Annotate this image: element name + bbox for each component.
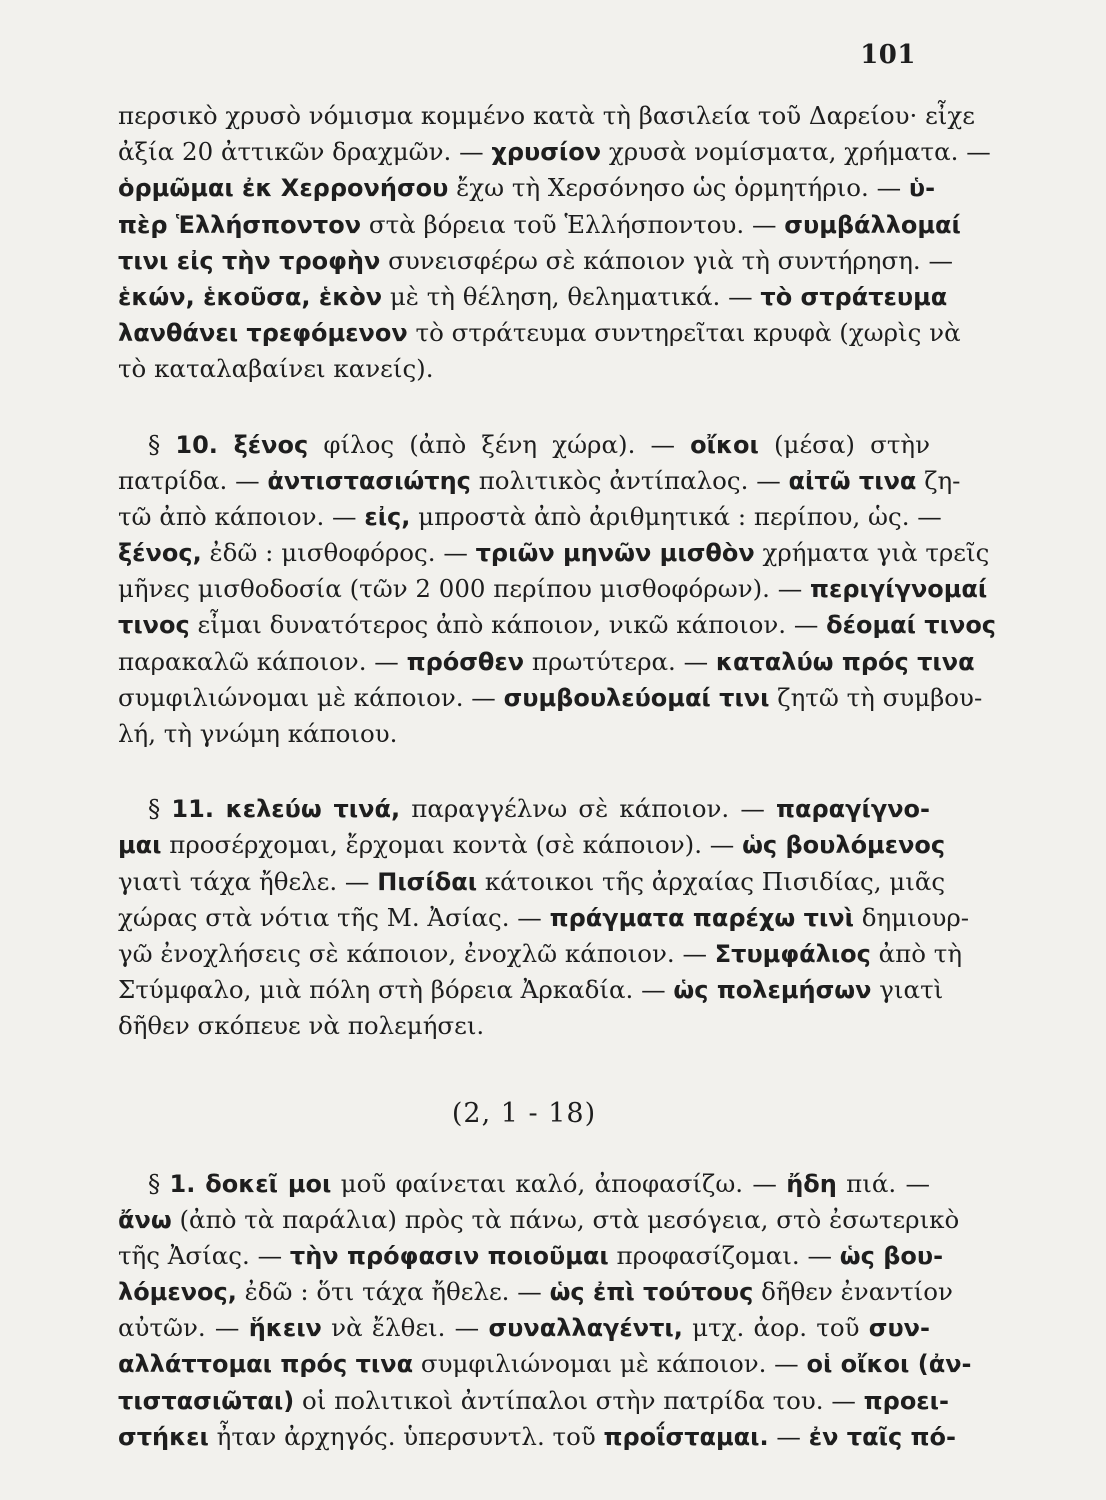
text-line [118, 279, 948, 315]
text-line [118, 1166, 930, 1202]
text-line [118, 571, 988, 607]
gloss: § [148, 794, 172, 824]
lemma: αλλάττομαι πρός τινα [118, 1350, 414, 1379]
lemma: ὡς πολεμήσων [673, 976, 872, 1005]
text-line [118, 716, 930, 752]
paragraph-10 [118, 427, 997, 753]
lemma: τὸ στράτευμα [760, 282, 948, 311]
gloss: γιατὶ τάχα ἤθελε. — [118, 866, 378, 896]
gloss: παραγγέλνω σὲ κάποιον. — [400, 794, 777, 824]
gloss: — [768, 1421, 809, 1451]
text-line [118, 1274, 953, 1310]
paragraph-11 [118, 791, 970, 1044]
lemma: Στυμφάλιος [714, 939, 871, 968]
lemma: 11. κελεύω τινά, [171, 795, 401, 824]
lemma: ἤδη [786, 1169, 837, 1198]
text-line [118, 900, 970, 936]
body-text [118, 98, 997, 1455]
lemma: ὡς ἐπὶ τούτους [549, 1278, 754, 1307]
gloss: τὸ στράτευμα συντηρεῖται κρυφὰ (χωρὶς νὰ [407, 318, 961, 348]
gloss: § [148, 429, 176, 459]
gloss: συμφιλιώνομαι μὲ κάποιον. — [118, 682, 504, 712]
gloss: γῶ ἐνοχλήσεις σὲ κάποιον, ἐνοχλῶ κάποιον. — [118, 938, 715, 968]
gloss: τῆς Ἀσίας. — [118, 1240, 290, 1270]
section-heading: (2, 1 - 18) [451, 1097, 597, 1129]
lemma: ἐν ταῖς πό- [808, 1422, 956, 1451]
gloss: στὰ βόρεια τοῦ Ἑλλήσποντου. — [361, 209, 785, 239]
gloss: χρυσὰ νομίσματα, χρήματα. — [601, 137, 991, 167]
lemma: Πισίδαι [377, 867, 478, 896]
gloss: πατρίδα. — [118, 465, 268, 495]
gloss: τὸ καταλαβαίνει κανείς). [118, 354, 434, 384]
lemma: λόμενος, [118, 1278, 237, 1307]
lemma: ἑκών, ἑκοῦσα, ἑκὸν [118, 282, 383, 311]
text-line [118, 315, 961, 351]
text-line [118, 680, 983, 716]
gloss: προσέρχομαι, ἔρχομαι κοντὰ (σὲ κάποιον). — [161, 830, 743, 860]
lemma: περιγίγνομαί [810, 575, 988, 604]
lemma: πράγματα παρέχω τινὶ [549, 903, 854, 932]
gloss: κάτοικοι τῆς ἀρχαίας Πισιδίας, μιᾶς [477, 866, 946, 896]
lemma: χρυσίον [491, 138, 602, 167]
lemma: ὡς βουλόμενος [742, 831, 946, 860]
gloss: χώρας στὰ νότια τῆς Μ. Ἀσίας. — [118, 902, 550, 932]
gloss: δημιουρ- [853, 902, 970, 932]
text-line [118, 791, 930, 827]
gloss: λή, τὴ γνώμη κάποιου. [118, 719, 398, 748]
lemma: οἴκοι [690, 430, 759, 459]
gloss: ἀπὸ τὴ [870, 938, 963, 968]
text-line [118, 1346, 972, 1382]
gloss: ἦταν ἀρχηγός. ὑπερσυντλ. τοῦ [208, 1421, 604, 1451]
gloss: συμφιλιώνομαι μὲ κάποιον. — [413, 1349, 807, 1379]
lemma: τριῶν μηνῶν μισθὸν [475, 539, 755, 568]
text-line [118, 972, 944, 1008]
lemma: τινι εἰς τὴν τροφὴν [118, 246, 381, 275]
text-line [118, 1202, 960, 1238]
text-line [118, 499, 942, 535]
gloss: γιατὶ [871, 975, 944, 1005]
lemma: ἀντιστασιώτης [267, 466, 471, 495]
lemma: 1. δοκεῖ μοι [169, 1169, 332, 1198]
lemma: τὴν πρόφασιν ποιοῦμαι [289, 1241, 609, 1270]
gloss: ζη- [916, 465, 961, 495]
lemma: ὡς βου- [839, 1241, 944, 1270]
text-line [118, 644, 975, 680]
lemma: εἰς, [364, 502, 411, 531]
lemma: προΐσταμαι. [603, 1422, 769, 1451]
gloss: οἱ πολιτικοὶ ἀντίπαλοι στὴν πατρίδα του. — [294, 1385, 864, 1415]
lemma: πὲρ Ἑλλήσποντον [118, 210, 362, 239]
text-line [118, 170, 936, 206]
gloss: μοῦ φαίνεται καλό, ἀποφασίζω. — [331, 1168, 787, 1198]
gloss: αὐτῶν. — [118, 1313, 249, 1343]
gloss: πρωτύτερα. — [524, 646, 716, 676]
gloss: μτχ. ἀορ. τοῦ [682, 1313, 869, 1343]
gloss: προφασίζομαι. — [608, 1240, 840, 1270]
text-line [118, 427, 930, 463]
gloss: συνεισφέρω σὲ κάποιον γιὰ τὴ συντήρηση. — [380, 245, 953, 275]
lemma: τινος [118, 611, 190, 640]
gloss: ἀξία 20 ἀττικῶν δραχμῶν. — [118, 137, 492, 167]
lemma: ἄνω [118, 1205, 172, 1234]
gloss: μπροστὰ ἀπὸ ἀριθμητικά : περίπου, ὡς. — [410, 501, 942, 531]
gloss: ἐδῶ : ὅτι τάχα ἤθελε. — [236, 1277, 550, 1307]
text-line [118, 463, 961, 499]
gloss: δῆθεν σκόπευε νὰ πολεμήσει. [118, 1011, 485, 1041]
text-line [118, 1008, 930, 1044]
lemma: ὑ- [908, 174, 936, 203]
gloss: παρακαλῶ κάποιον. — [118, 646, 407, 676]
text-line [118, 134, 991, 170]
text-line [118, 936, 963, 972]
gloss: § [148, 1168, 170, 1198]
gloss: μὲ τὴ θέληση, θεληματικά. — [382, 281, 761, 311]
gloss: νὰ ἔλθει. — [321, 1313, 489, 1343]
lemma: στήκει [118, 1422, 209, 1451]
paragraph-2-1 [118, 1166, 972, 1456]
lemma: συμβάλλομαί [784, 210, 961, 239]
text-line [118, 207, 961, 243]
lemma: πρόσθεν [406, 647, 525, 676]
lemma: ἥκειν [248, 1314, 322, 1343]
gloss: ἐδῶ : μισθοφόρος. — [201, 538, 476, 568]
lemma: συναλλαγέντι, [488, 1314, 683, 1343]
gloss: (μέσα) στὴν [758, 429, 930, 459]
text-line [118, 1383, 949, 1419]
gloss: Στύμφαλο, μιὰ πόλη στὴ βόρεια Ἀρκαδία. — [118, 975, 674, 1005]
text-line [118, 535, 990, 571]
paragraph-1 [118, 98, 991, 388]
lemma: ξένος, [118, 539, 202, 568]
lemma: 10. ξένος [175, 430, 309, 459]
gloss: μῆνες μισθοδοσία (τῶν 2 000 περίπου μισθοφόρων). — [118, 574, 811, 604]
lemma: οἱ οἴκοι (ἀν- [806, 1350, 972, 1379]
lemma: μαι [118, 831, 162, 860]
page-number: 101 [860, 40, 916, 70]
gloss: (ἀπὸ τὰ παράλια) πρὸς τὰ πάνω, στὰ μεσόγεια, στὸ ἐσωτερικὸ [171, 1204, 960, 1234]
text-line [118, 607, 997, 643]
lemma: τιστασιῶται) [118, 1386, 295, 1415]
lemma: αἰτῶ τινα [788, 466, 917, 495]
gloss: ζητῶ τὴ συμβου- [769, 682, 983, 712]
text-line [118, 827, 946, 863]
gloss: φίλος (ἀπὸ ξένη χώρα). — [308, 429, 691, 459]
lemma: λανθάνει τρεφόμενον [118, 319, 408, 348]
text-line [118, 1238, 944, 1274]
gloss: εἶμαι δυνατότερος ἀπὸ κάποιον, νικῶ κάποιον. — [189, 610, 827, 640]
text-line [118, 864, 946, 900]
text-line [118, 243, 953, 279]
text-line [118, 1419, 956, 1455]
gloss: πιά. — [836, 1168, 930, 1198]
lemma: δέομαί τινος [826, 611, 997, 640]
gloss: περσικὸ χρυσὸ νόμισμα κομμένο κατὰ τὴ βασιλεία τοῦ Δαρείου· εἶχε [118, 101, 975, 130]
lemma: καταλύω πρός τινα [715, 647, 975, 676]
gloss: ἔχω τὴ Χερσόνησο ὡς ὁρμητήριο. — [448, 173, 909, 203]
gloss: πολιτικὸς ἀντίπαλος. — [470, 465, 789, 495]
lemma: ὁρμῶμαι ἐκ Χερρονήσου [118, 174, 449, 203]
lemma: προει- [863, 1386, 949, 1415]
lemma: συμβουλεύομαί τινι [503, 683, 770, 712]
lemma: συν- [868, 1314, 930, 1343]
text-line [118, 1310, 930, 1346]
lemma: παραγίγνο- [776, 795, 930, 824]
gloss: χρήματα γιὰ τρεῖς [754, 538, 990, 568]
gloss: τῶ ἀπὸ κάποιον. — [118, 501, 365, 531]
text-line [118, 351, 930, 387]
text-line [118, 98, 975, 134]
gloss: δῆθεν ἐναντίον [753, 1277, 953, 1307]
